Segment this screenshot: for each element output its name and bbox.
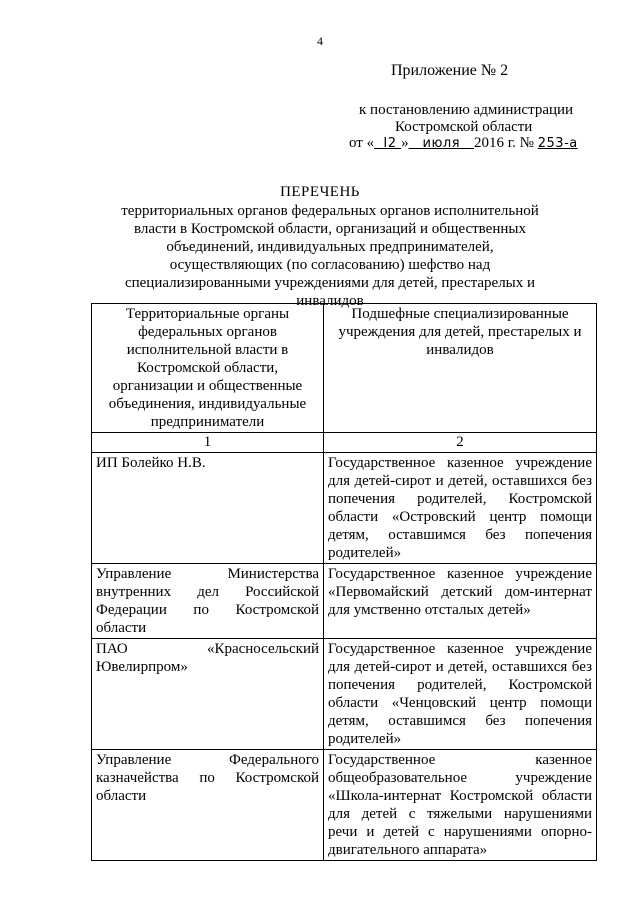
patron-cell: Управление Федерального казначейства по Костромской области bbox=[92, 750, 324, 861]
date-suffix: 2016 г. № bbox=[473, 135, 534, 151]
table-row bbox=[92, 453, 597, 564]
col1-header: Территориальные органы федеральных органов исполнительной власти в Костромской области, организации и общественные объединения, индивидуальные предприниматели bbox=[92, 304, 324, 433]
date-month: июля bbox=[422, 136, 461, 151]
decree-date-line bbox=[349, 135, 578, 152]
decree-reference-line2: Костромской области bbox=[395, 119, 533, 135]
decree-reference-line1: к постановлению администрации bbox=[359, 102, 574, 118]
col2-header: Подшефные специализированные учреждения для детей, престарелых и инвалидов bbox=[324, 304, 597, 433]
institution-cell: Государственное казенное общеобразовательное учреждение «Школа-интернат Костромской области для детей с тяжелыми нарушениями речи и детей с нарушениями опорно-двигательного аппарата» bbox=[324, 750, 597, 861]
patron-cell: Управление Министерства внутренних дел Российской Федерации по Костромской области bbox=[92, 564, 324, 639]
table-row bbox=[92, 564, 597, 639]
patron-cell: ИП Болейко Н.В. bbox=[92, 453, 324, 564]
appendix-title: Приложение № 2 bbox=[391, 62, 509, 79]
institution-cell: Государственное казенное учреждение для детей-сирот и детей, оставшихся без попечения родителей, Костромской области «Ченцовский центр помощи детям, оставшимся без попечения родителей» bbox=[324, 639, 597, 750]
col1-number: 1 bbox=[92, 433, 324, 453]
table-row bbox=[92, 639, 597, 750]
patron-cell: ПАО «Красносельский Ювелирпром» bbox=[92, 639, 324, 750]
table-row bbox=[92, 750, 597, 861]
page-number: 4 bbox=[317, 34, 323, 48]
list-title: ПЕРЕЧЕНЬ bbox=[280, 184, 360, 200]
institution-cell: Государственное казенное учреждение для детей-сирот и детей, оставшихся без попечения родителей, Костромской области «Островский центр помощи детям, оставшимся без попечения родителей» bbox=[324, 453, 597, 564]
column-number-row bbox=[92, 433, 597, 453]
date-day: I2 bbox=[383, 136, 397, 151]
date-prefix: от « bbox=[349, 135, 375, 151]
institution-cell: Государственное казенное учреждение «Первомайский детский дом-интернат для умственно отсталых детей» bbox=[324, 564, 597, 639]
col2-number: 2 bbox=[324, 433, 597, 453]
patronage-table bbox=[91, 303, 597, 861]
table-header-row bbox=[92, 304, 597, 433]
decree-number: 253-а bbox=[537, 136, 578, 151]
list-subtitle: территориальных органов федеральных органов исполнительной власти в Костромской области, организаций и общественных объединений, индивидуальных предпринимателей, осуществляющих (по согласованию) шефство над специализированными учреждениями для детей, престарелых и инвалидов bbox=[121, 203, 539, 309]
date-mid: » bbox=[401, 135, 409, 151]
